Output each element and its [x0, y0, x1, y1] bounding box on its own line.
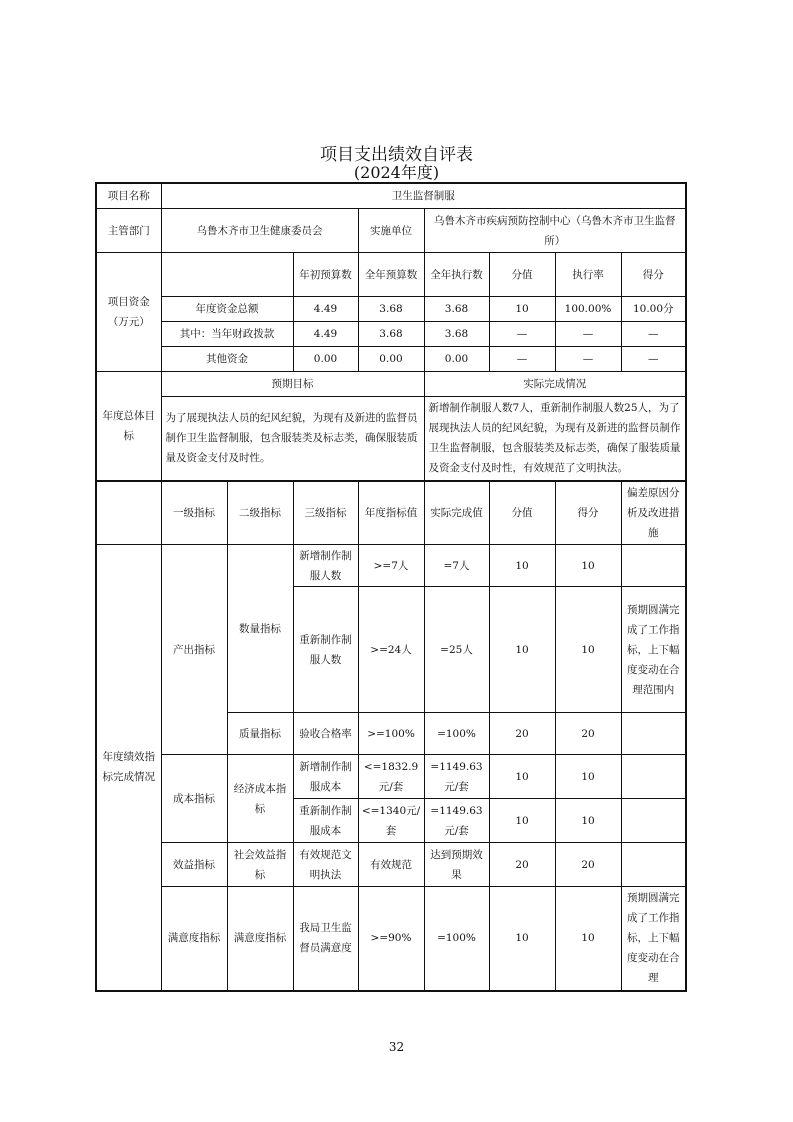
funds-cell: —: [489, 347, 555, 372]
level2-satisfaction: 满意度指标: [227, 887, 293, 991]
deviation-reason: 预期圆满完成了工作指标，上下幅度变动在合理: [621, 887, 686, 991]
actual-value: =1149.63元/套: [424, 799, 489, 843]
target-value: >=100%: [358, 713, 424, 755]
funds-row-name: 年度资金总额: [161, 297, 293, 322]
score-value: 20: [489, 843, 555, 887]
funds-header: 得分: [621, 253, 686, 297]
funds-header: 执行率: [555, 253, 621, 297]
actual-goal-label: 实际完成情况: [424, 372, 686, 397]
deviation-reason: [621, 843, 686, 887]
level3-indicator: 重新制作制服成本: [293, 799, 358, 843]
target-value: >=24人: [358, 587, 424, 713]
actual-value: =1149.63元/套: [424, 755, 489, 799]
funds-cell: 0.00: [424, 347, 489, 372]
funds-cell: —: [555, 322, 621, 347]
funds-cell: 10: [489, 297, 555, 322]
level2-quality: 质量指标: [227, 713, 293, 755]
target-value: >=90%: [358, 887, 424, 991]
page-subtitle: (2024年度): [353, 163, 440, 182]
goal-label: 年度总体目标: [96, 372, 161, 481]
level3-indicator: 新增制作制服成本: [293, 755, 358, 799]
funds-header: 全年预算数: [358, 253, 424, 297]
level3-indicator: 我局卫生监督员满意度: [293, 887, 358, 991]
actual-goal-text: 新增制作制服人数7人，重新制作制服人数25人，为了展现执法人员的纪风纪貌，为现有及新进的监督员制作卫生监督制服，包含服装类及标志类，确保了服装质量及资金支付及时性，有效规范了文明执法。: [424, 397, 686, 481]
actual-value: =7人: [424, 545, 489, 587]
level3-indicator: 有效规范文明执法: [293, 843, 358, 887]
score-value: 20: [489, 713, 555, 755]
expected-goal-text: 为了展现执法人员的纪风纪貌，为现有及新进的监督员制作卫生监督制服，包含服装类及标志类，确保服装质量及资金支付及时性。: [161, 397, 424, 481]
level1-output: 产出指标: [161, 545, 227, 755]
actual-value: =100%: [424, 887, 489, 991]
indicator-header: 二级指标: [227, 481, 293, 545]
indicator-header: 一级指标: [161, 481, 227, 545]
indicator-header: 偏差原因分析及改进措施: [621, 481, 686, 545]
deviation-reason: [621, 545, 686, 587]
funds-cell: 100.00%: [555, 297, 621, 322]
indicator-header: 实际完成值: [424, 481, 489, 545]
indicator-header: 得分: [555, 481, 621, 545]
page-number: 32: [388, 1040, 405, 1054]
deviation-reason: [621, 755, 686, 799]
indicator-section-label: 年度绩效指标完成情况: [96, 545, 161, 991]
deviation-reason: 预期圆满完成了工作指标，上下幅度变动在合理范围内: [621, 587, 686, 713]
funds-cell: —: [621, 347, 686, 372]
score-value: 10: [489, 887, 555, 991]
funds-cell: —: [489, 322, 555, 347]
funds-cell: 0.00: [358, 347, 424, 372]
dept-value: 乌鲁木齐市卫生健康委员会: [161, 209, 358, 253]
level3-indicator: 重新制作制服人数: [293, 587, 358, 713]
level2-econ-cost: 经济成本指标: [227, 755, 293, 843]
score: 10: [555, 545, 621, 587]
funds-cell: 3.68: [358, 297, 424, 322]
score: 20: [555, 713, 621, 755]
score: 10: [555, 755, 621, 799]
score: 10: [555, 887, 621, 991]
level1-cost: 成本指标: [161, 755, 227, 843]
impl-label: 实施单位: [358, 209, 424, 253]
score: 20: [555, 843, 621, 887]
funds-row-name: 其中：当年财政拨款: [161, 322, 293, 347]
funds-cell: —: [555, 347, 621, 372]
funds-row-name: 其他资金: [161, 347, 293, 372]
level3-indicator: 验收合格率: [293, 713, 358, 755]
level3-indicator: 新增制作制服人数: [293, 545, 358, 587]
funds-cell: 10.00分: [621, 297, 686, 322]
performance-table: [95, 182, 687, 992]
target-value: <=1340元/套: [358, 799, 424, 843]
indicator-header: 三级指标: [293, 481, 358, 545]
score-value: 10: [489, 755, 555, 799]
level1-benefit: 效益指标: [161, 843, 227, 887]
actual-value: =100%: [424, 713, 489, 755]
funds-header: 年初预算数: [293, 253, 358, 297]
level2-quantity: 数量指标: [227, 545, 293, 713]
indicator-header: 年度指标值: [358, 481, 424, 545]
score-value: 10: [489, 587, 555, 713]
funds-cell: 3.68: [358, 322, 424, 347]
deviation-reason: [621, 713, 686, 755]
actual-value: 达到预期效果: [424, 843, 489, 887]
score: 10: [555, 587, 621, 713]
project-name: 卫生监督制服: [161, 183, 686, 209]
funds-header: 分值: [489, 253, 555, 297]
funds-cell: 0.00: [293, 347, 358, 372]
funds-header: 全年执行数: [424, 253, 489, 297]
funds-cell: —: [621, 322, 686, 347]
level2-social: 社会效益指标: [227, 843, 293, 887]
indicator-header: 分值: [489, 481, 555, 545]
deviation-reason: [621, 799, 686, 843]
dept-label: 主管部门: [96, 209, 161, 253]
score: 10: [555, 799, 621, 843]
funds-cell: 3.68: [424, 322, 489, 347]
funds-cell: 4.49: [293, 297, 358, 322]
score-value: 10: [489, 799, 555, 843]
actual-value: =25人: [424, 587, 489, 713]
target-value: 有效规范: [358, 843, 424, 887]
level1-satisfaction: 满意度指标: [161, 887, 227, 991]
funds-cell: 3.68: [424, 297, 489, 322]
funds-label: 项目资金（万元）: [96, 253, 161, 372]
expected-goal-label: 预期目标: [161, 372, 424, 397]
page-title: 项目支出绩效自评表: [320, 145, 473, 165]
score-value: 10: [489, 545, 555, 587]
impl-value: 乌鲁木齐市疾病预防控制中心（乌鲁木齐市卫生监督所）: [424, 209, 686, 253]
project-name-label: 项目名称: [96, 183, 161, 209]
target-value: >=7人: [358, 545, 424, 587]
target-value: <=1832.9元/套: [358, 755, 424, 799]
funds-cell: 4.49: [293, 322, 358, 347]
